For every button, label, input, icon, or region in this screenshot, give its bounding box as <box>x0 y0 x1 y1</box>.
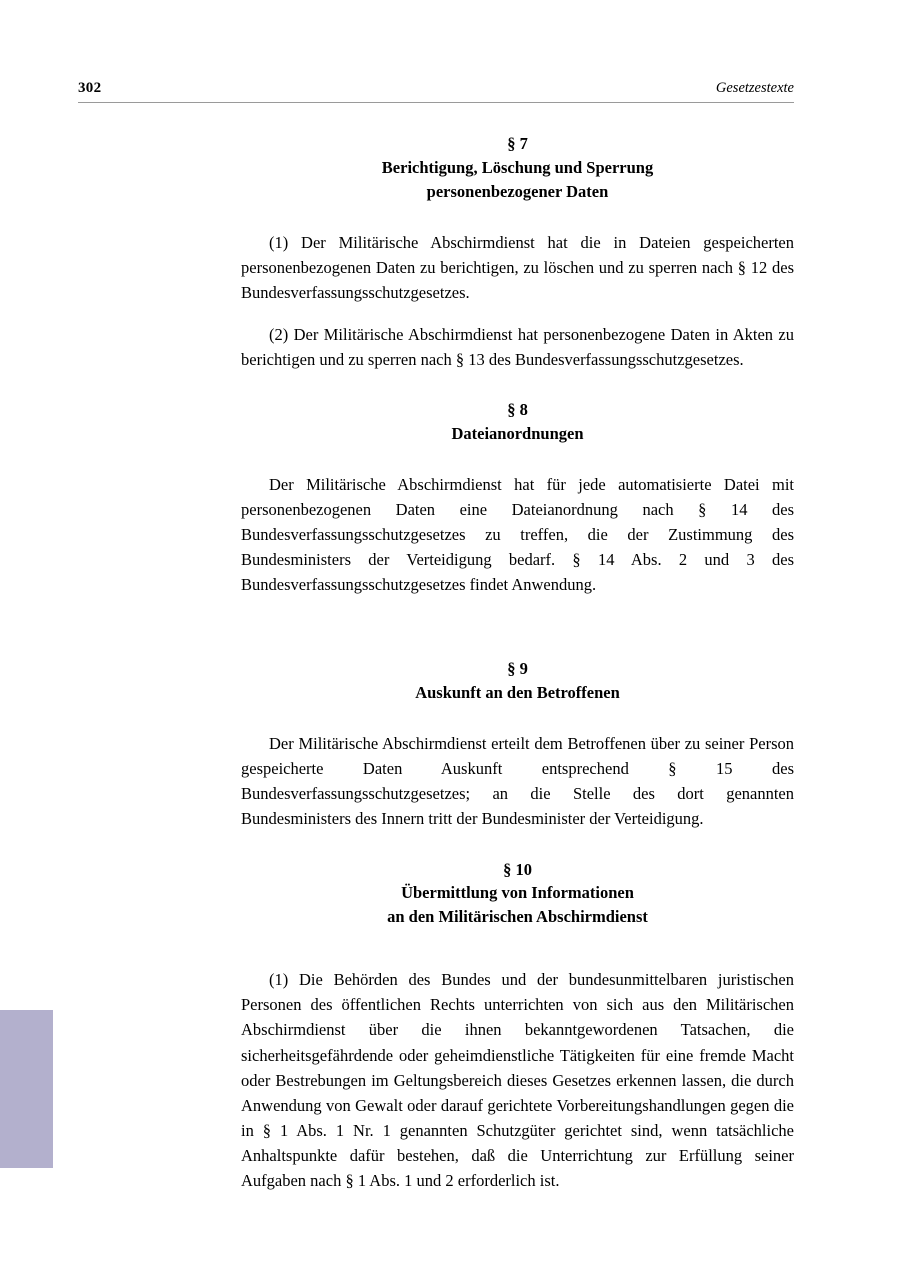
running-title: Gesetzestexte <box>715 80 794 96</box>
page-body <box>241 132 794 1193</box>
section-paragraph-10 <box>241 858 794 1193</box>
section-8-paragraph-1: Der Militärische Abschirmdienst hat für jede automatisierte Datei mit personenbezogenen Daten eine Dateianordnung nach § 14 des Bundesverfassungsschutzgesetzes zu treffen, die der Zustimmung des Bundesministers der Verteidigung bedarf. § 14 Abs. 2 und 3 des Bundesverfassungsschutzgesetzes findet Anwendung. <box>241 475 794 595</box>
section-9-paragraph-1: Der Militärische Abschirmdienst erteilt dem Betroffenen über zu seiner Person gespeicherte Daten Auskunft entsprechend § 15 des Bundesverfassungsschutzgesetzes; an die Stelle des dort genannten Bundesministers des Innern tritt der Bundesminister der Verteidigung. <box>241 734 794 829</box>
section-paragraph-7 <box>241 132 794 372</box>
section-number: § 9 <box>507 659 528 679</box>
section-title-line-2: personenbezogener Daten <box>426 181 609 201</box>
section-title-line-1: Berichtigung, Löschung und Sperrung <box>381 157 654 177</box>
section-title-line-1: Übermittlung von Informationen <box>401 883 634 903</box>
section-title-line-1: Auskunft an den Betroffenen <box>415 683 620 703</box>
section-number: § 7 <box>507 134 528 153</box>
running-head <box>78 80 794 103</box>
section-paragraph-8 <box>241 398 794 597</box>
section-number: § 8 <box>507 400 528 420</box>
section-title-line-1: Dateianordnungen <box>451 424 584 444</box>
section-7-paragraph-2: (2) Der Militärische Abschirmdienst hat personenbezogene Daten in Akten zu berichtigen und zu sperren nach § 13 des Bundesverfassungsschutzgesetzes. <box>241 325 794 370</box>
section-paragraph-9 <box>241 657 794 831</box>
section-7-paragraph-1: (1) Der Militärische Abschirmdienst hat die in Dateien gespeicherten personenbezogenen Daten zu berichtigen, zu löschen und zu sperren nach § 12 des Bundesverfassungsschutzgesetzes. <box>241 232 794 302</box>
section-10-paragraph-1: (1) Die Behörden des Bundes und der bundesunmittelbaren juristischen Personen des öffentlichen Rechts unterrichten von sich aus den Militärischen Abschirmdienst über die ihnen bekanntgewordenen Tatsachen, die sicherheitsgefährdende oder geheimdienstliche Tätigkeiten für eine fremde Macht oder Bestrebungen im Geltungsbereich dieses Gesetzes erkennen lassen, die durch Anwendung von Gewalt oder darauf gerichtete Vorbereitungshandlungen gegen die in § 1 Abs. 1 Nr. 1 genannten Schutzgüter gerichtet sind, wenn tatsächliche Anhaltspunkte dafür bestehen, daß die Unterrichtung zur Erfüllung seiner Aufgaben nach § 1 Abs. 1 und 2 erforderlich ist. <box>241 970 794 1190</box>
section-number: § 10 <box>503 859 532 879</box>
section-title-line-2: an den Militärischen Abschirmdienst <box>387 907 648 927</box>
page-number: 302 <box>78 80 102 96</box>
margin-thumb-index-tab <box>0 1010 53 1168</box>
